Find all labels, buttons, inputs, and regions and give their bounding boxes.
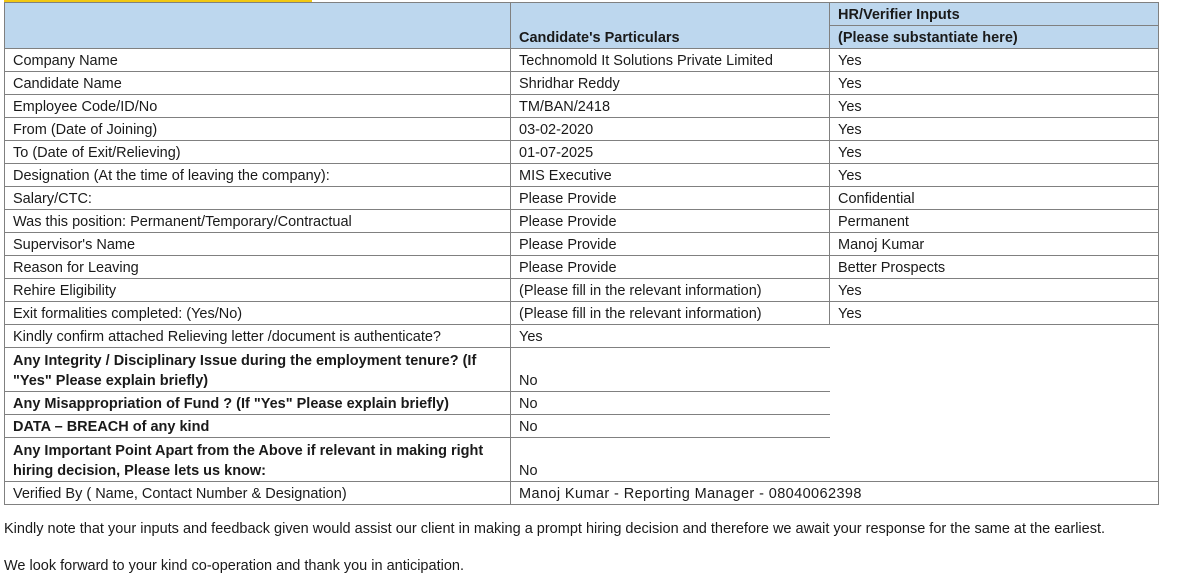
table-row — [5, 302, 1159, 325]
row-label: From (Date of Joining) — [5, 118, 511, 141]
table-row — [5, 72, 1159, 95]
closing-note: Kindly note that your inputs and feedback given would assist our client in making a prompt hiring decision and therefore we await your response for the same at the earliest. — [4, 521, 1106, 537]
question-row — [5, 415, 1159, 438]
question-label: Any Important Point Apart from the Above if relevant in making right hiring decision, Please lets us know: — [5, 438, 511, 482]
verified-by-row — [5, 482, 1159, 505]
data-rows — [5, 49, 1159, 325]
row-label: Designation (At the time of leaving the company): — [5, 164, 511, 187]
table-row — [5, 187, 1159, 210]
candidate-value: Technomold It Solutions Private Limited — [511, 49, 830, 72]
row-label: Rehire Eligibility — [5, 279, 511, 302]
question-row — [5, 438, 1159, 482]
row-label: Supervisor's Name — [5, 233, 511, 256]
question-empty — [830, 438, 1159, 482]
table-row — [5, 233, 1159, 256]
row-label: Reason for Leaving — [5, 256, 511, 279]
question-row — [5, 392, 1159, 415]
row-label: Salary/CTC: — [5, 187, 511, 210]
table-row — [5, 164, 1159, 187]
hr-value: Confidential — [830, 187, 1159, 210]
hr-value: Yes — [830, 164, 1159, 187]
hr-value: Yes — [830, 118, 1159, 141]
question-value: No — [511, 392, 830, 415]
candidate-value: (Please fill in the relevant information) — [511, 279, 830, 302]
table-row — [5, 256, 1159, 279]
candidate-value: TM/BAN/2418 — [511, 95, 830, 118]
candidate-value: 01-07-2025 — [511, 141, 830, 164]
verified-by-label: Verified By ( Name, Contact Number & Designation) — [5, 482, 511, 505]
hr-value: Yes — [830, 49, 1159, 72]
hr-value: Permanent — [830, 210, 1159, 233]
verified-by-value: Manoj Kumar - Reporting Manager - 08040062398 — [511, 482, 1159, 505]
candidate-value: 03-02-2020 — [511, 118, 830, 141]
question-label: Any Integrity / Disciplinary Issue during the employment tenure? (If "Yes" Please explain briefly) — [5, 348, 511, 392]
authentic-value: Yes — [511, 325, 830, 348]
question-value: No — [511, 348, 830, 392]
table-row — [5, 95, 1159, 118]
row-label: Employee Code/ID/No — [5, 95, 511, 118]
hr-value: Better Prospects — [830, 256, 1159, 279]
hr-value: Yes — [830, 302, 1159, 325]
candidate-value: MIS Executive — [511, 164, 830, 187]
header-hr-inputs: HR/Verifier Inputs — [830, 3, 1159, 26]
hr-value: Yes — [830, 95, 1159, 118]
question-label: Any Misappropriation of Fund ? (If "Yes" Please explain briefly) — [5, 392, 511, 415]
candidate-value: Please Provide — [511, 256, 830, 279]
table-row — [5, 279, 1159, 302]
row-label: Company Name — [5, 49, 511, 72]
row-label: To (Date of Exit/Relieving) — [5, 141, 511, 164]
candidate-value: Shridhar Reddy — [511, 72, 830, 95]
question-empty — [830, 348, 1159, 392]
row-label: Was this position: Permanent/Temporary/Contractual — [5, 210, 511, 233]
row-label: Candidate Name — [5, 72, 511, 95]
authentic-row — [5, 325, 1159, 348]
question-empty — [830, 392, 1159, 415]
authentic-empty — [830, 325, 1159, 348]
header-candidate-particulars: Candidate's Particulars — [511, 3, 830, 49]
table-row — [5, 49, 1159, 72]
table-row — [5, 210, 1159, 233]
candidate-value: Please Provide — [511, 233, 830, 256]
hr-value: Yes — [830, 141, 1159, 164]
verification-table — [4, 2, 1159, 505]
hr-value: Yes — [830, 279, 1159, 302]
header-blank-cell — [5, 3, 511, 49]
table-row — [5, 141, 1159, 164]
question-empty — [830, 415, 1159, 438]
candidate-value: Please Provide — [511, 187, 830, 210]
question-label: DATA – BREACH of any kind — [5, 415, 511, 438]
row-label: Exit formalities completed: (Yes/No) — [5, 302, 511, 325]
question-value: No — [511, 415, 830, 438]
candidate-value: (Please fill in the relevant information) — [511, 302, 830, 325]
hr-value: Yes — [830, 72, 1159, 95]
question-row — [5, 348, 1159, 392]
table-row — [5, 118, 1159, 141]
question-value: No — [511, 438, 830, 482]
hr-value: Manoj Kumar — [830, 233, 1159, 256]
candidate-value: Please Provide — [511, 210, 830, 233]
closing-note-2: We look forward to your kind co-operation and thank you in anticipation. — [4, 558, 464, 574]
header-hr-substantiate: (Please substantiate here) — [830, 26, 1159, 49]
authentic-label: Kindly confirm attached Relieving letter /document is authenticate? — [5, 325, 511, 348]
header-row — [5, 3, 1159, 26]
